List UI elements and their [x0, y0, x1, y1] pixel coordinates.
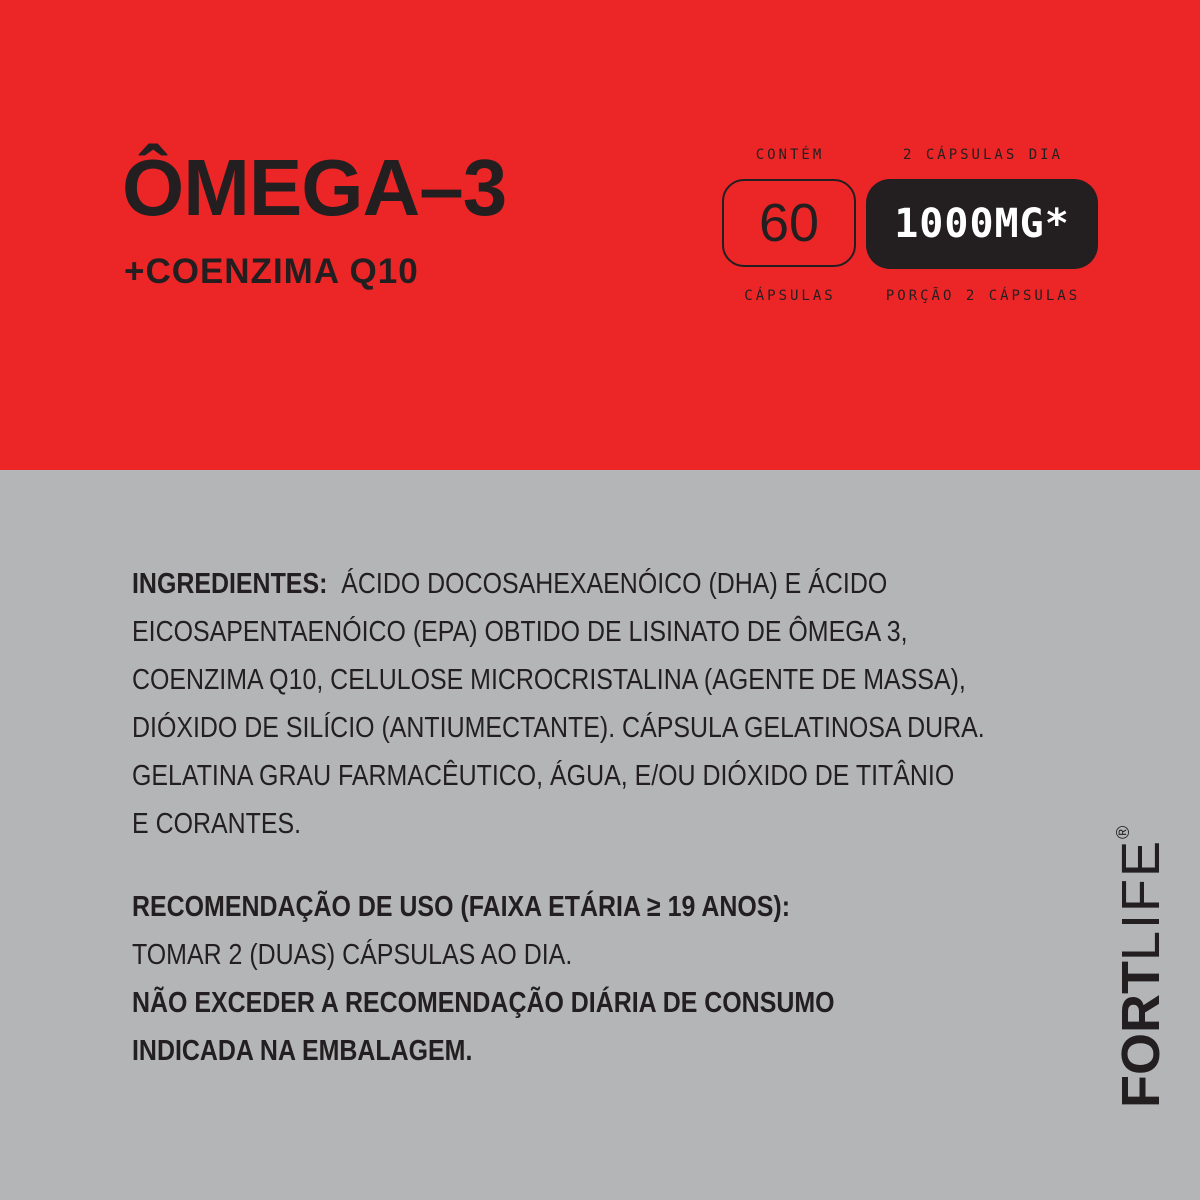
ingredients-text-2: EICOSAPENTAENÓICO (EPA) OBTIDO DE LISINATO DE ÔMEGA 3, — [132, 616, 908, 648]
usage-heading: RECOMENDAÇÃO DE USO (FAIXA ETÁRIA ≥ 19 ANOS): — [132, 891, 791, 923]
ingredients-text-6: E CORANTES. — [132, 808, 302, 840]
usage-warning-1: NÃO EXCEDER A RECOMENDAÇÃO DIÁRIA DE CONSUMO — [132, 987, 835, 1019]
contains-label: CONTÉM — [755, 147, 825, 163]
brand-strong: FORT — [1111, 961, 1171, 1108]
product-subtitle: +COENZIMA Q10 — [124, 252, 419, 291]
product-title: ÔMEGA–3 — [122, 143, 507, 232]
brand-logo — [1111, 825, 1171, 1108]
usage-block — [132, 883, 889, 1075]
dose-value-pill: 1000MG* — [866, 179, 1098, 269]
ingredients-line-1 — [132, 560, 889, 608]
registered-mark: ® — [1113, 825, 1133, 839]
capsule-count-badge: 60 — [722, 179, 856, 267]
capsules-label: CÁPSULAS — [744, 288, 836, 304]
daily-dose-label: 2 CÁPSULAS DIA — [902, 147, 1063, 163]
serving-label: PORÇÃO 2 CÁPSULAS — [885, 288, 1081, 304]
usage-warning-2: INDICADA NA EMBALAGEM. — [132, 1035, 473, 1067]
brand-light: LIFE — [1111, 838, 1171, 962]
ingredients-text-3: COENZIMA Q10, CELULOSE MICROCRISTALINA (AGENTE DE MASSA), — [132, 664, 966, 696]
usage-instruction: TOMAR 2 (DUAS) CÁPSULAS AO DIA. — [132, 939, 573, 971]
ingredients-text-5: GELATINA GRAU FARMACÊUTICO, ÁGUA, E/OU DIÓXIDO DE TITÂNIO — [132, 760, 955, 792]
ingredients-text-4: DIÓXIDO DE SILÍCIO (ANTIUMECTANTE). CÁPSULA GELATINOSA DURA. — [132, 712, 985, 744]
ingredients-block — [132, 560, 985, 848]
ingredients-text-1: ÁCIDO DOCOSAHEXAENÓICO (DHA) E ÁCIDO — [341, 568, 888, 600]
ingredients-heading: INGREDIENTES: — [132, 568, 328, 600]
